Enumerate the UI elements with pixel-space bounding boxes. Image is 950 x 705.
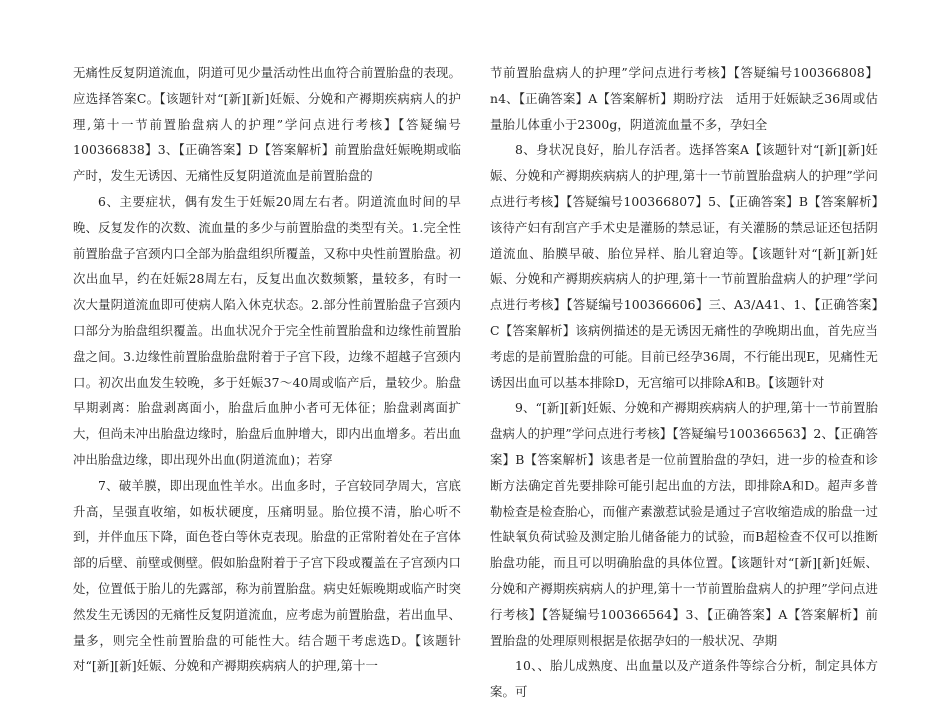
right-text-column <box>490 60 878 705</box>
paragraph-continued: 无痛性反复阴道流血，阴道可见少量活动性出血符合前置胎盘的表现。应选择答案C。【该题针对“[新][新]妊娠、分娩和产褥期疾病病人的护理,第十一节前置胎盘病人的护理”学问点进行考核】【答疑编号100366838】3、【正确答案】D【答案解析】前置胎盘妊娠晚期或临产时，发生无诱因、无痛性反复阴道流血是前置胎盘的 <box>73 65 461 184</box>
paragraph-continued: 节前置胎盘病人的护理”学问点进行考核】【答疑编号100366808】n4、【正确答案】A【答案解析】期盼疗法 适用于妊娠缺乏36周或估量胎儿体重小于2300g，阴道流血量不多，孕妇全 <box>490 65 878 132</box>
paragraph-item-6: 6、主要症状，偶有发生于妊娠20周左右者。阴道流血时间的早晚、反复发作的次数、流血量的多少与前置胎盘的类型有关。1.完全性前置胎盘子宫颈内口全部为胎盘组织所覆盖，又称中央性前置胎盘。初次出血早，约在妊娠28周左右，反复出血次数频繁，量较多，有时一次大量阴道流血即可使病人陷入休克状态。2.部分性前置胎盘子宫颈内口部分为胎盘组织覆盖。出血状况介于完全性前置胎盘和边缘性前置胎盘之间。3.边缘性前置胎盘胎盘附着于子宫下段，边缘不超越子宫颈内口。初次出血发生较晚，多于妊娠37～40周或临产后，量较少。胎盘早期剥离：胎盘剥离面小，胎盘后血肿小者可无体征；胎盘剥离面扩大，但尚未冲出胎盘边缘时，胎盘后血肿增大，即内出血增多。若出血冲出胎盘边缘，即出现外出血(阴道流血)；若穿 <box>73 193 461 467</box>
paragraph-item-9: 9、“[新][新]妊娠、分娩和产褥期疾病病人的护理,第十一节前置胎盘病人的护理”学问点进行考核】【答疑编号100366563】2、【正确答案】B【答案解析】该患者是一位前置胎盘的孕妇，进一步的检查和诊断方法确定首先要排除可能引起出血的方法，即排除A和D。超声多普勒检查是检查胎心，而催产素激惹试验是通过子宫收缩造成的胎盘一过性缺氧负荷试验及测定胎儿储备能力的试验，而B超检查不仅可以推断胎盘功能，而且可以明确胎盘的具体位置。【该题针对“[新][新]妊娠、分娩和产褥期疾病病人的护理,第十一节前置胎盘病人的护理”学问点进行考核】【答疑编号100366564】3、【正确答案】A【答案解析】前置胎盘的处理原则根据是依据孕妇的一般状况、孕期 <box>490 400 878 648</box>
paragraph-item-10: 10、、胎儿成熟度、出血量以及产道条件等综合分析，制定具体方案。可 <box>490 658 878 700</box>
left-text-column <box>73 60 461 679</box>
paragraph-item-7: 7、破羊膜，即出现血性羊水。出血多时，子宫较同孕周大，宫底升高，呈强直收缩，如板状硬度，压痛明显。胎位摸不清，胎心听不到，并伴血压下降，面色苍白等休克表现。胎盘的正常附着处在子宫体部的后壁、前壁或侧壁。假如胎盘附着于子宫下段或覆盖在子宫颈内口处，位置低于胎儿的先露部，称为前置胎盘。病史妊娠晚期或临产时突然发生无诱因的无痛性反复阴道流血，应考虑为前置胎盘，若出血早、量多，则完全性前置胎盘的可能性大。结合题干考虑选D。【该题针对“[新][新]妊娠、分娩和产褥期疾病病人的护理,第十一 <box>73 477 461 674</box>
paragraph-item-8: 8、身状况良好，胎儿存活者。选择答案A【该题针对“[新][新]妊娠、分娩和产褥期疾病病人的护理,第十一节前置胎盘病人的护理”学问点进行考核】【答疑编号100366807】5、【正确答案】B【答案解析】该待产妇有刮宫产手术史是灌肠的禁忌证，有关灌肠的禁忌证还包括阴道流血、胎膜早破、胎位异样、胎儿窘迫等。【该题针对“[新][新]妊娠、分娩和产褥期疾病病人的护理,第十一节前置胎盘病人的护理”学问点进行考核】【答疑编号100366606】三、A3/A41、1、【正确答案】C【答案解析】该病例描述的是无诱因无痛性的孕晚期出血，首先应当考虑的是前置胎盘的可能。目前已经孕36周，不行能出现E，见痛性无诱因出血可以基本排除D，无宫缩可以排除A和B。【该题针对 <box>490 142 878 390</box>
